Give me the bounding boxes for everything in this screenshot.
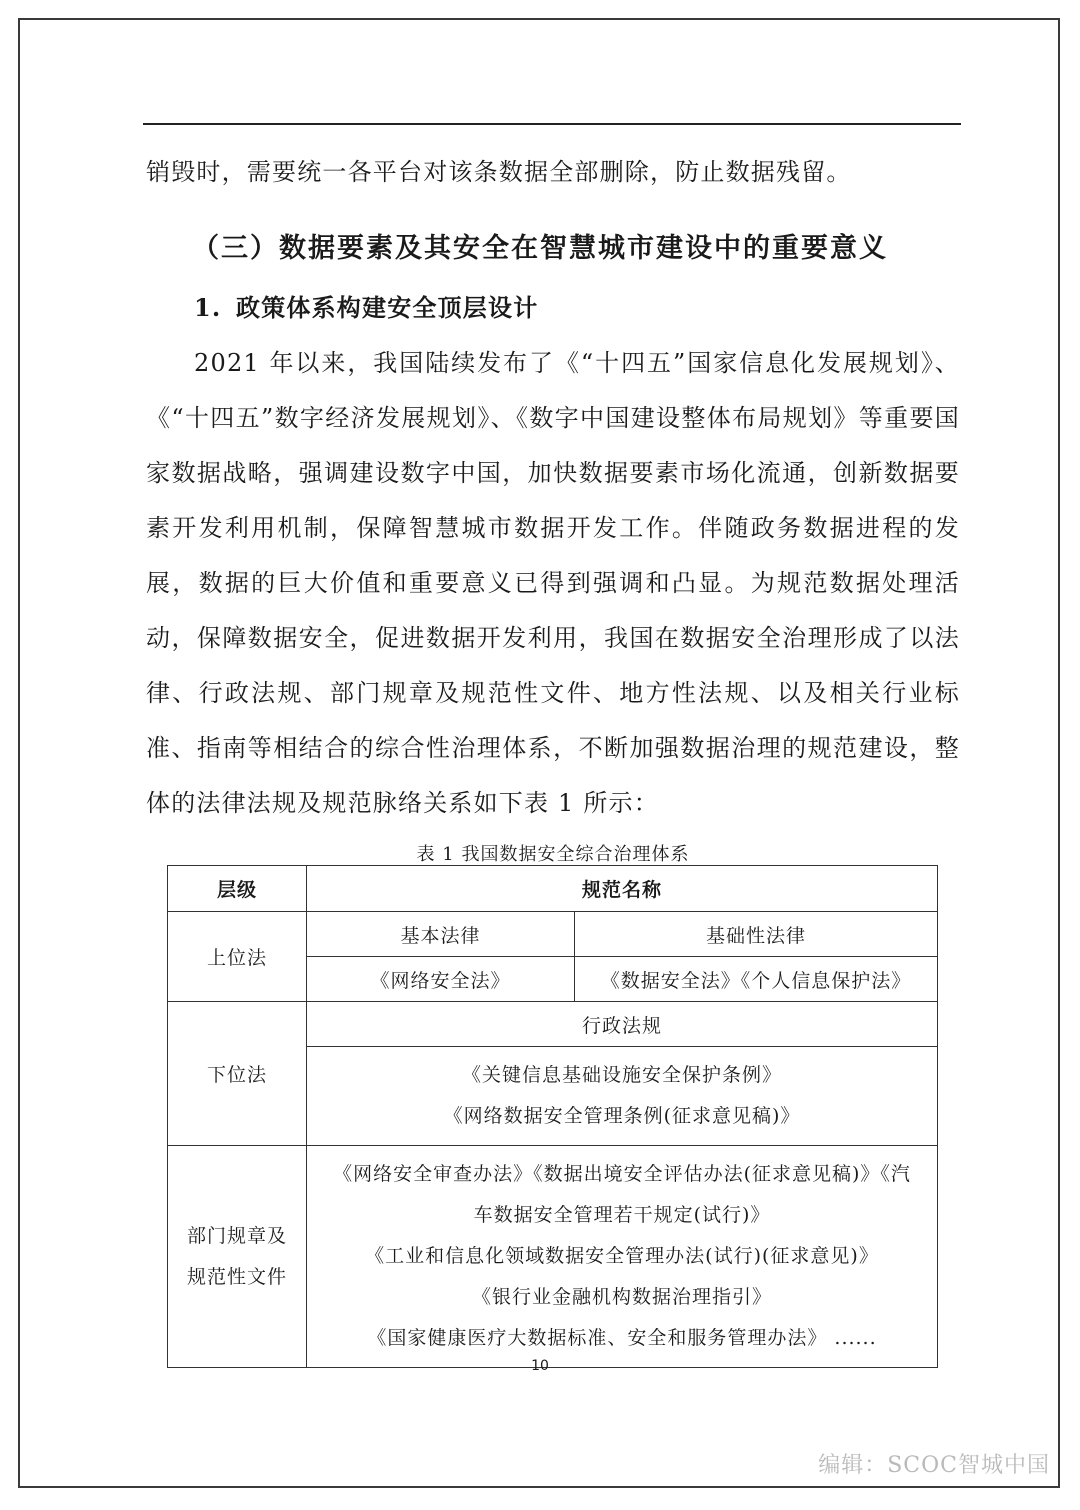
table-row	[168, 1146, 938, 1368]
level-lower: 下位法	[168, 1002, 307, 1146]
level-dept-line: 规范性文件	[186, 1265, 287, 1288]
level-dept-line: 部门规章及	[186, 1224, 287, 1247]
continuation-text: 销毁时，需要统一各平台对该条数据全部删除，防止数据残留。	[146, 158, 852, 186]
level-dept	[168, 1146, 307, 1368]
list-item: 《网络数据安全管理条例(征求意见稿)》	[443, 1105, 801, 1127]
basic-law-header: 基本法律	[307, 912, 575, 957]
page-number: 10	[531, 1358, 549, 1374]
list-item: 《工业和信息化领域数据安全管理办法(试行)(征求意见)》	[365, 1245, 879, 1267]
body-paragraph: 2021 年以来，我国陆续发布了《“十四五”国家信息化发展规划》、《“十四五”数字经济发展规划》、《数字中国建设整体布局规划》等重要国家数据战略，强调建设数字中国，加快数据要素市场化流通，创新数据要素开发利用机制，保障智慧城市数据开发工作。伴随政务数据进程的发展，数据的巨大价值和重要意义已得到强调和凸显。为规范数据处理活动，保障数据安全，促进数据开发利用，我国在数据安全治理形成了以法律、行政法规、部门规章及规范性文件、地方性法规、以及相关行业标准、指南等相结合的综合性治理体系，不断加强数据治理的规范建设，整体的法律法规及规范脉络关系如下表 1 所示：	[146, 349, 960, 817]
foundational-law-value: 《数据安全法》《个人信息保护法》	[575, 957, 938, 1002]
list-item: 《银行业金融机构数据治理指引》	[471, 1286, 772, 1308]
table-row	[168, 1002, 938, 1047]
header-level: 层级	[168, 866, 307, 912]
basic-law-value: 《网络安全法》	[307, 957, 575, 1002]
document-body	[146, 145, 960, 883]
foundational-law-header: 基础性法律	[575, 912, 938, 957]
table-row	[168, 912, 938, 957]
table-caption: 表 1 我国数据安全综合治理体系	[416, 844, 690, 865]
section-heading: （三）数据要素及其安全在智慧城市建设中的重要意义	[192, 233, 888, 264]
subsection-title: 政策体系构建安全顶层设计	[236, 293, 539, 322]
header-rule	[143, 123, 961, 125]
list-item: 车数据安全管理若干规定(试行)》	[473, 1204, 771, 1226]
level-upper: 上位法	[168, 912, 307, 1002]
admin-regulation-list	[307, 1047, 938, 1146]
header-name: 规范名称	[307, 866, 938, 912]
admin-regulation-header: 行政法规	[307, 1002, 938, 1047]
dept-regulation-list	[307, 1146, 938, 1368]
list-item: 《网络安全审查办法》《数据出境安全评估办法(征求意见稿)》《汽	[333, 1163, 911, 1185]
table-header-row	[168, 866, 938, 912]
regulation-table	[167, 865, 938, 1368]
editor-watermark: 编辑：SCOC智城中国	[818, 1453, 1050, 1478]
subsection-heading	[194, 280, 960, 336]
list-item: 《国家健康医疗大数据标准、安全和服务管理办法》 ......	[367, 1327, 877, 1349]
subsection-number: 1.	[194, 293, 222, 322]
list-item: 《关键信息基础设施安全保护条例》	[461, 1064, 782, 1086]
